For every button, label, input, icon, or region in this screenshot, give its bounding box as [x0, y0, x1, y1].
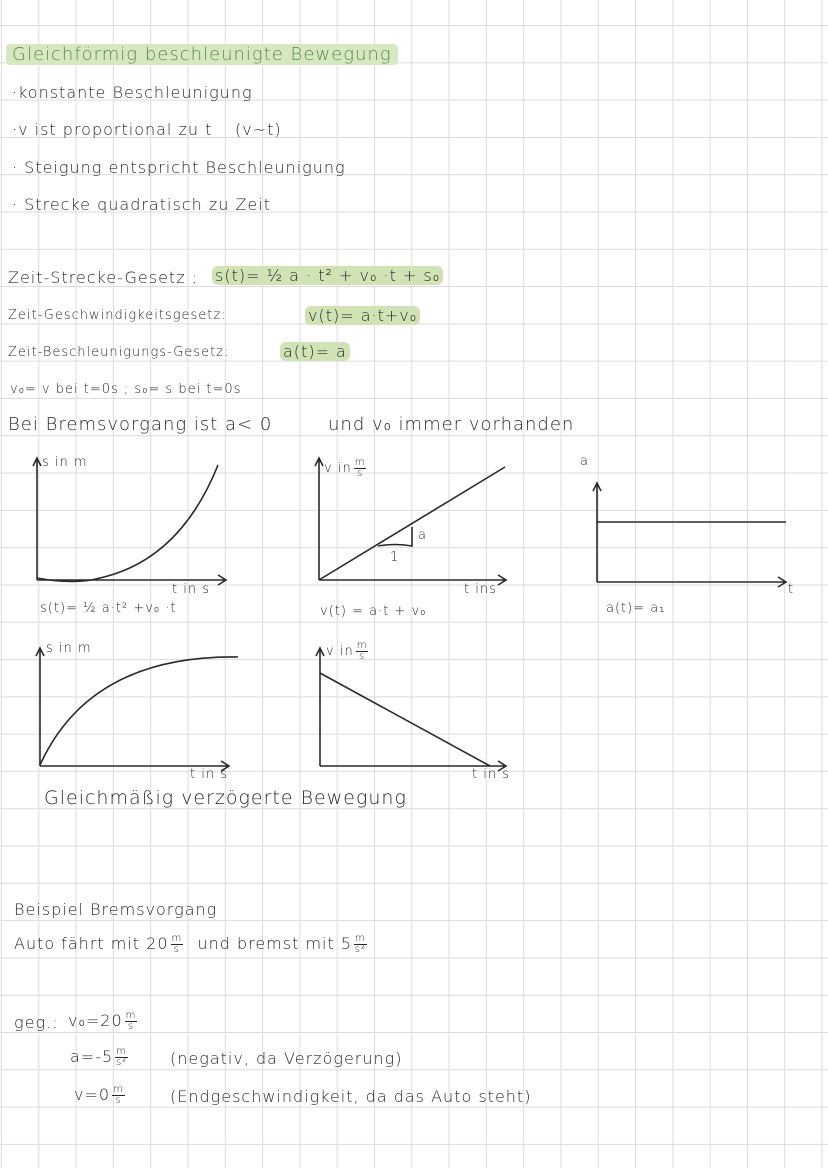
- decel-title: Gleichmäßig verzögerte Bewegung: [44, 787, 407, 809]
- given-v-note: (Endgeschwindigkeit, da das Auto steht): [170, 1087, 532, 1106]
- law-label: Zeit-Geschwindigkeitsgesetz:: [8, 308, 227, 323]
- graph1-ylabel: s in m: [42, 455, 88, 470]
- bullet: ·v ist proportional zu t: [12, 120, 213, 139]
- page-title: Gleichförmig beschleunigte Bewegung: [6, 44, 398, 65]
- bullet-note: (v~t): [235, 120, 282, 139]
- law-formula: a(t)= a: [280, 342, 350, 361]
- graph5-ylabel: v in $\frac{m}{s}$: [326, 640, 368, 662]
- given-label: geg.:: [14, 1013, 59, 1032]
- law-label: Zeit-Beschleunigungs-Gesetz:: [8, 345, 230, 360]
- graph-s-t-accel: [33, 458, 226, 585]
- graph1-xlabel: t in s: [172, 582, 210, 597]
- graph5-xlabel: t in s: [472, 767, 510, 782]
- slope-a-label: a: [418, 528, 427, 543]
- graph-a-t: [593, 483, 786, 587]
- given-v: v=0 $\frac{m}{s}$: [74, 1084, 124, 1106]
- graph-s-t-decel: [36, 648, 238, 771]
- given-a: a=-5 $\frac{m}{\text{s²}}$: [70, 1046, 128, 1068]
- bullet: ·konstante Beschleunigung: [12, 83, 253, 102]
- given-a-note: (negativ, da Verzögerung): [170, 1049, 403, 1068]
- law-formula: s(t)= ½ a · t² + v₀ ·t + s₀: [212, 266, 443, 285]
- graph4-ylabel: s in m: [46, 641, 92, 656]
- given-v0: v₀=20 $\frac{m}{s}$: [68, 1010, 137, 1032]
- slope-1-label: 1: [390, 550, 400, 565]
- graph4-xlabel: t in s: [190, 767, 228, 782]
- graph1-formula: s(t)= ½ a·t² +v₀ ·t: [40, 601, 177, 616]
- law-formula: v(t)= a·t+v₀: [305, 306, 420, 325]
- graph2-xlabel: t ins: [464, 582, 497, 597]
- graph3-ylabel: a: [580, 454, 589, 469]
- braking-note-2: und v₀ immer vorhanden: [328, 414, 575, 435]
- bullet: · Steigung entspricht Beschleunigung: [12, 158, 346, 177]
- example-heading: Beispiel Bremsvorgang: [14, 900, 218, 919]
- example-line: Auto fährt mit 20 $\frac{m}{s}$ und bremst mit 5 $\frac{m}{\text{s²}}$: [14, 933, 367, 955]
- graph3-xlabel: t: [788, 582, 795, 597]
- braking-note: Bei Bremsvorgang ist a< 0: [8, 414, 273, 435]
- graph-v-t-decel: [316, 648, 506, 771]
- graph2-ylabel: v in $\frac{m}{s}$: [324, 457, 366, 479]
- initial-note: v₀= v bei t=0s ; s₀= s bei t=0s: [10, 382, 242, 397]
- law-label: Zeit-Strecke-Gesetz :: [8, 268, 199, 287]
- bullet: · Strecke quadratisch zu Zeit: [12, 195, 271, 214]
- graph3-formula: a(t)= a₁: [606, 601, 666, 616]
- graph2-formula: v(t) = a·t + v₀: [320, 604, 427, 619]
